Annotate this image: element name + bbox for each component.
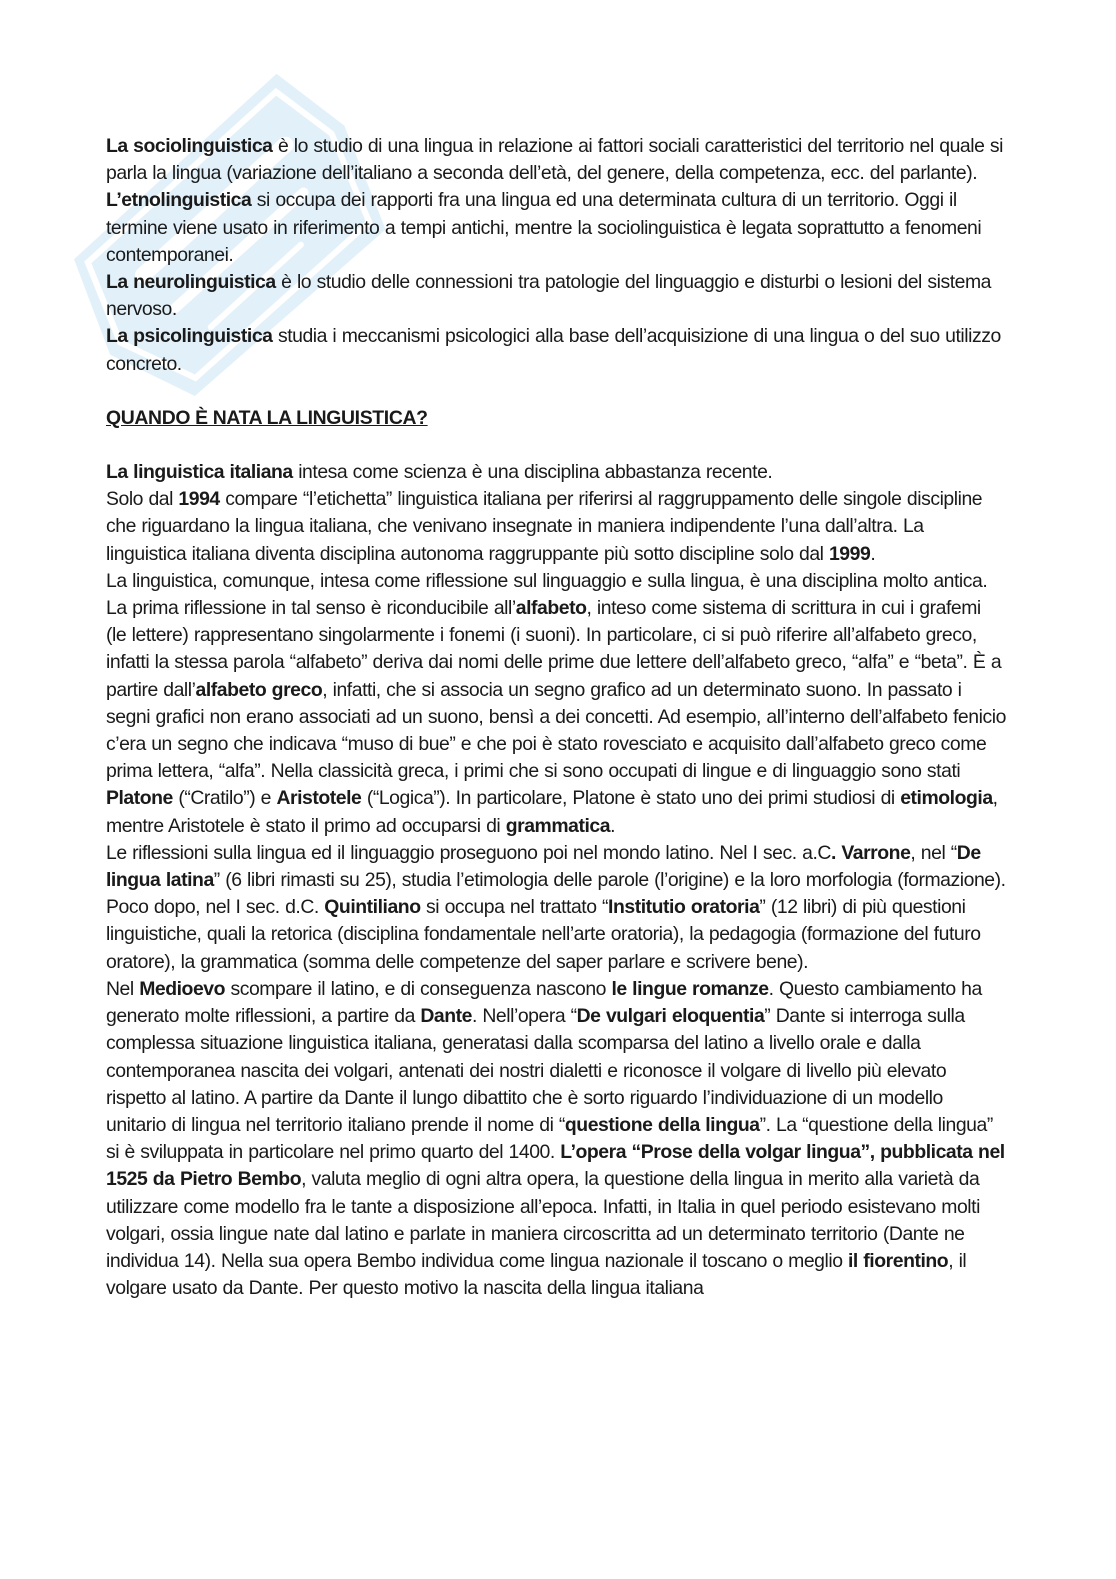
bold-term: questione della lingua xyxy=(564,1113,760,1136)
text-run: è lo studio delle connessioni tra patologie del linguaggio e disturbi o lesioni del sistema nervoso. xyxy=(106,271,991,321)
paragraph xyxy=(106,976,1006,1302)
text-run: si occupa nel trattato “ xyxy=(420,896,609,919)
text-run: intesa come scienza è una disciplina abbastanza recente. xyxy=(292,461,773,484)
text-run: , il volgare usato da Dante. Per questo motivo la nascita della lingua italiana xyxy=(106,1249,967,1300)
bold-term: alfabeto xyxy=(515,597,587,620)
paragraph xyxy=(106,486,1006,568)
bold-term: grammatica xyxy=(505,814,611,837)
text-run: , inteso come sistema di scrittura in cui i grafemi (le lettere) rappresentano singolarmente i fonemi (i suoni). In particolare, ci si può riferire all’alfabeto greco, infatti la stessa parola “alfabeto” deriva dai nomi delle prime due lettere dell’alfabeto greco, “alfa” e “beta”. È a partire dall’ xyxy=(106,597,1002,701)
text-run: ”. La “questione della lingua” si è sviluppata in particolare nel primo quarto del 1400. xyxy=(106,1113,993,1164)
text-run: , valuta meglio di ogni altra opera, la questione della lingua in merito alla varietà da utilizzare come modello fra le tante a disposizione all’epoca. Infatti, in Italia in quel periodo esistevano molti volgari, ossia lingue nate dal latino e parlate in maniera circoscritta ad un determinato territorio (Dante ne individua 14). Nella sua opera Bembo individua come lingua nazionale il toscano o meglio xyxy=(106,1168,980,1272)
text-run: si occupa dei rapporti fra una lingua ed una determinata cultura di un territorio. Oggi il termine viene usato in riferimento a tempi antichi, mentre la sociolinguistica è legata soprattutto a fenomeni contemporanei. xyxy=(106,189,982,266)
text-run: (“Cratilo”) e xyxy=(172,787,277,810)
bold-term: alfabeto greco xyxy=(195,678,323,701)
bold-term: L’etnolinguistica xyxy=(106,189,252,212)
text-run: La linguistica, comunque, intesa come riflessione sul linguaggio e sulla lingua, è una disciplina molto antica. La prima riflessione in tal senso è riconducibile all’ xyxy=(106,569,988,620)
paragraph xyxy=(106,187,1006,269)
text-run: . xyxy=(610,814,616,837)
paragraph xyxy=(106,133,1006,187)
paragraph xyxy=(106,459,1006,486)
paragraph xyxy=(106,323,1006,377)
text-run: Solo dal xyxy=(106,488,179,511)
bold-term: La sociolinguistica xyxy=(106,135,273,157)
main-section xyxy=(106,459,1006,1302)
bold-term: le lingue romanze xyxy=(611,977,769,1000)
text-run: . Nell’opera “ xyxy=(472,1005,577,1028)
text-run: ” Dante si interroga sulla complessa situazione linguistica italiana, generatasi dalla scomparsa del latino a livello orale e dalla contemporanea nascita dei volgari, antenati dei nostri dialetti e riconosce il volgare di livello più elevato rispetto al latino. A partire da Dante il lungo dibattito che è sorto riguardo l’individuazione di un modello unitario di lingua nel territorio italiano prende il nome di “ xyxy=(106,1005,965,1136)
text-run: Nel xyxy=(106,977,140,1000)
bold-term: L’opera “Prose della volgar lingua”, pubblicata nel 1525 da Pietro Bembo xyxy=(106,1141,1005,1191)
bold-term: Aristotele xyxy=(276,787,362,810)
bold-term: Medioevo xyxy=(139,977,226,1000)
text-run: compare “l’etichetta” linguistica italiana per riferirsi al raggruppamento delle singole discipline che riguardano la lingua italiana, che venivano insegnate in maniera indipendente l’una dall’altra. La linguistica italiana diventa disciplina autonoma raggruppante più sotto discipline solo dal xyxy=(106,488,983,565)
text-run: ” (12 libri) di più questioni linguistiche, quali la retorica (disciplina fondamentale nell’arte oratoria), la pedagogia (formazione del futuro oratore), la grammatica (somma delle competenze del saper parlare e scrivere bene). xyxy=(106,896,981,973)
section-heading: QUANDO È NATA LA LINGUISTICA? xyxy=(106,406,428,429)
text-run: scompare il latino, e di conseguenza nascono xyxy=(225,977,612,1000)
text-run: , nel “ xyxy=(910,841,957,864)
paragraph xyxy=(106,269,1006,323)
intro-section xyxy=(106,133,1006,378)
text-run: studia i meccanismi psicologici alla base dell’acquisizione di una lingua o del suo utilizzo concreto. xyxy=(106,325,1001,375)
bold-term: 1999 xyxy=(828,542,871,565)
bold-term: Platone xyxy=(106,787,173,810)
bold-term: De lingua latina xyxy=(106,841,981,892)
bold-term: etimologia xyxy=(900,787,993,810)
bold-term: Quintiliano xyxy=(324,896,421,919)
text-run: è lo studio di una lingua in relazione ai fattori sociali caratteristici del territorio nel quale si parla la lingua (variazione dell’italiano a seconda dell’età, del genere, della competenza, ecc. del parlante). xyxy=(106,135,1003,185)
text-run: . Questo cambiamento ha generato molte riflessioni, a partire da xyxy=(106,977,982,1028)
bold-term: La neurolinguistica xyxy=(106,271,276,294)
bold-term: . Varrone xyxy=(830,841,911,864)
bold-term: Institutio oratoria xyxy=(608,896,760,919)
bold-term: Dante xyxy=(420,1005,472,1028)
bold-term: La linguistica italiana xyxy=(106,461,293,484)
bold-term: il fiorentino xyxy=(847,1249,949,1272)
bold-term: La psicolinguistica xyxy=(106,325,273,348)
bold-term: De vulgari eloquentia xyxy=(576,1005,765,1028)
text-run: ” (6 libri rimasti su 25), studia l’etimologia delle parole (l’origine) e la loro morfologia (formazione). Poco dopo, nel I sec. d.C. xyxy=(106,869,1006,919)
text-run: Le riflessioni sulla lingua ed il linguaggio proseguono poi nel mondo latino. Nel I sec. a.C xyxy=(106,841,831,864)
text-run: (“Logica”). In particolare, Platone è stato uno dei primi studiosi di xyxy=(361,787,901,810)
text-run: , infatti, che si associa un segno grafico ad un determinato suono. In passato i segni grafici non erano associati ad un suono, bensì a dei concetti. Ad esempio, all’interno dell’alfabeto fenicio c’era un segno che indicava “muso di bue” e che poi è stato rovesciato e acquisito dall’alfabeto greco come prima lettera, “alfa”. Nella classicità greca, i primi che si sono occupati di lingue e di linguaggio sono stati xyxy=(106,678,1006,783)
text-run: , mentre Aristotele è stato il primo ad occuparsi di xyxy=(106,787,998,837)
text-run: . xyxy=(870,542,876,565)
paragraph xyxy=(106,840,1006,976)
document-page xyxy=(106,133,1006,1302)
bold-term: 1994 xyxy=(178,488,220,511)
paragraph xyxy=(106,568,1006,840)
